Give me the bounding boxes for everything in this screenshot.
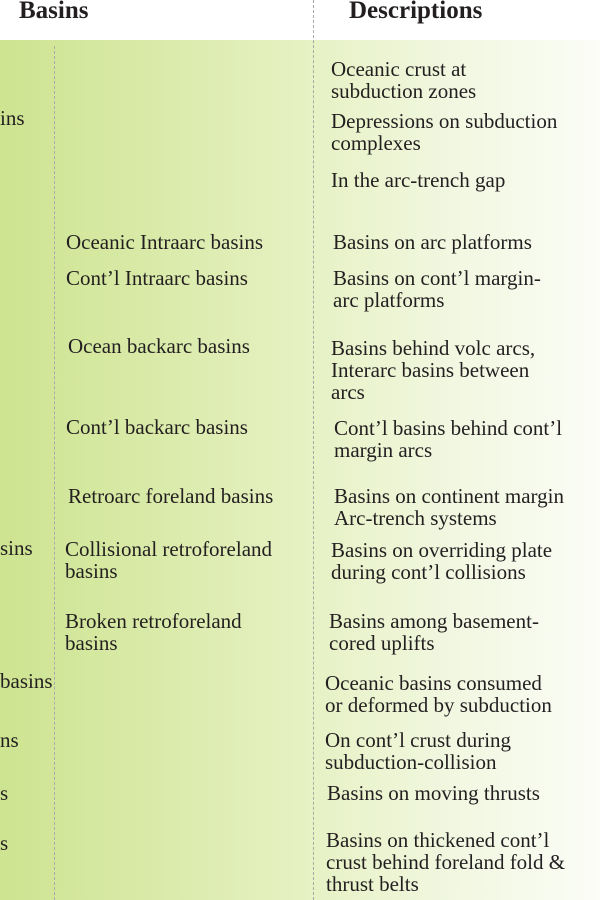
basin-name: Ocean backarc basins bbox=[68, 334, 250, 358]
description: Basins on thickened cont’l crust behind foreland fold & thrust belts bbox=[326, 828, 566, 896]
descriptions-column-header: Descriptions bbox=[349, 0, 483, 24]
left-fragment: basins bbox=[0, 669, 53, 693]
basin-name: Oceanic Intraarc basins bbox=[66, 230, 264, 254]
description: Basins on arc platforms bbox=[333, 230, 532, 254]
description: Depressions on subduction complexes bbox=[331, 109, 558, 155]
basin-name: Cont’l Intraarc basins bbox=[66, 266, 248, 290]
description: Basins among basement- cored uplifts bbox=[329, 609, 539, 655]
left-fragment: s bbox=[0, 831, 9, 855]
description: In the arc-trench gap bbox=[331, 168, 506, 192]
description: Basins on overriding plate during cont’l collisions bbox=[331, 538, 553, 584]
description: Basins behind volc arcs, Interarc basins between arcs bbox=[331, 336, 536, 404]
left-fragment: sins bbox=[0, 536, 33, 560]
description: Oceanic basins consumed or deformed by subduction bbox=[325, 671, 552, 717]
basin-name: Broken retroforeland basins bbox=[65, 609, 242, 655]
basins-column-header: Basins bbox=[19, 0, 89, 24]
description: Oceanic crust at subduction zones bbox=[331, 57, 477, 103]
left-fragment: s bbox=[0, 781, 9, 805]
basin-name: Collisional retroforeland basins bbox=[65, 537, 273, 583]
description: Cont’l basins behind cont’l margin arcs bbox=[334, 416, 563, 462]
left-fragment: ins bbox=[0, 106, 25, 130]
basin-name: Retroarc foreland basins bbox=[68, 484, 274, 508]
description: Basins on continent margin Arc-trench systems bbox=[334, 484, 565, 530]
column-divider-right bbox=[313, 0, 314, 900]
basin-name: Cont’l backarc basins bbox=[66, 415, 248, 439]
column-divider-left bbox=[54, 46, 55, 900]
description: On cont’l crust during subduction-collision bbox=[325, 728, 512, 774]
header-row bbox=[0, 0, 600, 40]
description: Basins on cont’l margin- arc platforms bbox=[333, 266, 541, 312]
left-fragment: ns bbox=[0, 728, 19, 752]
description: Basins on moving thrusts bbox=[327, 781, 540, 805]
